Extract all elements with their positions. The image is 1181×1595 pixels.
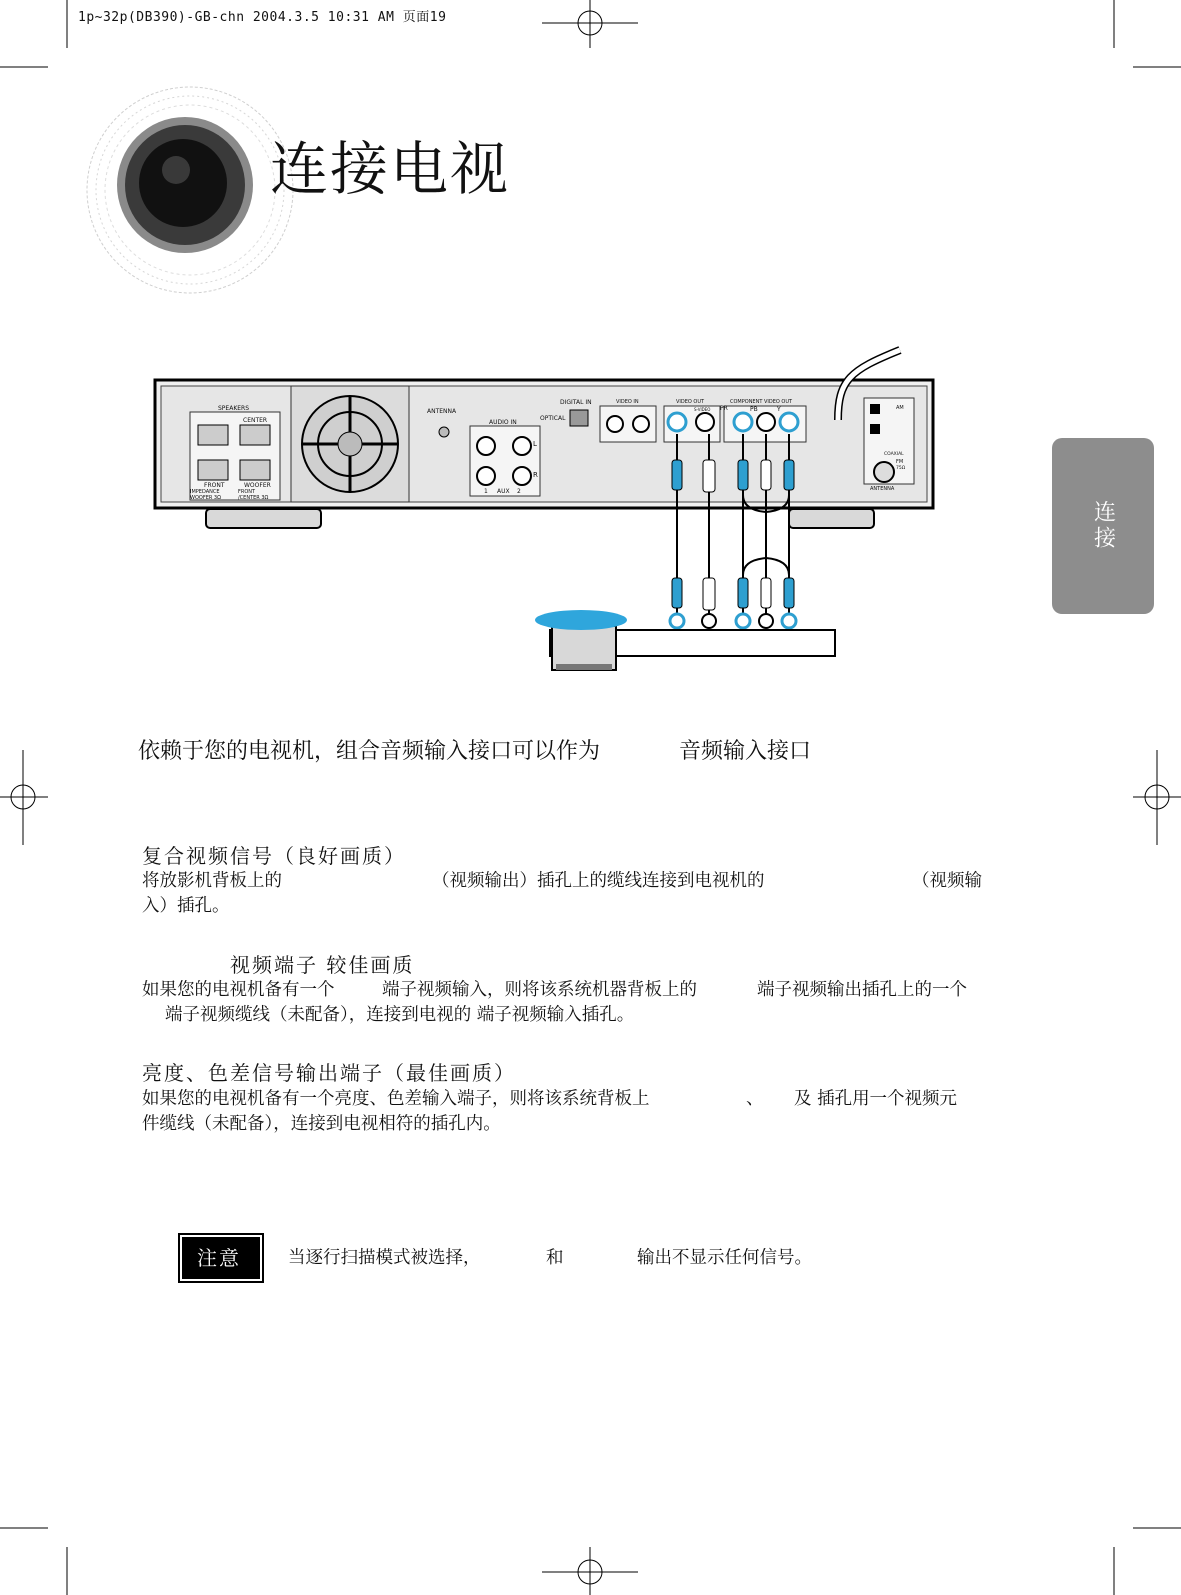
label-fm-ohm: 75Ω xyxy=(896,466,906,471)
section-svideo-line1b: 端子视频输入，则将该系统机器背板上的 xyxy=(382,980,697,1000)
section-component-line1c: 及 插孔用一个视频元 xyxy=(794,1089,958,1109)
section-composite-line1b: （视频输出）插孔上的缆线连接到电视机的 xyxy=(432,871,765,891)
label-fm: FM xyxy=(896,459,904,465)
label-component-video-out: COMPONENT VIDEO OUT xyxy=(730,399,793,405)
section-svideo-line2: 端子视频缆线（未配备），连接到电视的 端子视频输入插孔。 xyxy=(165,1005,635,1025)
registration-mark-left xyxy=(0,750,48,845)
label-digital-in: DIGITAL IN xyxy=(560,399,592,406)
label-y: Y xyxy=(777,406,781,413)
label-front-center: FRONT /CENTER 3Ω xyxy=(238,489,269,501)
registration-mark-top xyxy=(542,0,638,48)
label-front: FRONT xyxy=(204,482,225,489)
intro-text-b: 音频输入接口 xyxy=(679,739,812,764)
print-slug: 1p~32p(DB390)-GB-chn 2004.3.5 10:31 AM 页面19 xyxy=(78,10,447,25)
intro-text-a: 依赖于您的电视机，组合音频输入接口可以作为 xyxy=(138,739,601,764)
label-aux-l: L xyxy=(533,440,537,448)
section-composite-line2: 入）插孔。 xyxy=(142,896,230,916)
section-composite-line1a: 将放影机背板上的 xyxy=(142,871,282,891)
label-optical: OPTICAL xyxy=(540,415,566,422)
section-component-line1b: 、 xyxy=(746,1089,764,1109)
section-composite-line1c: （视频输 xyxy=(912,871,982,891)
label-antenna-right: ANTENNA xyxy=(870,486,895,492)
registration-mark-right xyxy=(1133,750,1181,845)
label-aux-1: 1 xyxy=(484,488,488,495)
note-text-b: 和 xyxy=(546,1248,564,1268)
side-tab-label: 连接 xyxy=(1090,500,1116,552)
label-am: AM xyxy=(896,405,904,411)
section-component-line1a: 如果您的电视机备有一个亮度、色差输入端子，则将该系统背板上 xyxy=(142,1089,650,1109)
registration-mark-bottom xyxy=(542,1547,638,1595)
label-aux: AUX xyxy=(497,488,510,495)
label-speakers: SPEAKERS xyxy=(218,405,250,412)
label-center: CENTER xyxy=(243,417,268,424)
section-heading-composite: 复合视频信号（良好画质） xyxy=(142,844,406,868)
label-antenna: ANTENNA xyxy=(427,408,457,415)
label-woofer: WOOFER xyxy=(244,482,271,489)
label-audio-in: AUDIO IN xyxy=(489,419,517,426)
label-video-out: VIDEO OUT xyxy=(676,399,705,405)
note-text-a: 当逐行扫描模式被选择， xyxy=(288,1248,481,1268)
label-video-in: VIDEO IN xyxy=(616,399,639,405)
section-svideo-line1c: 端子视频输出插孔上的一个 xyxy=(757,980,967,1000)
page-title: 连接电视 xyxy=(270,135,511,203)
label-pr: PR xyxy=(720,405,728,412)
label-impedance: IMPEDANCE WOOFER 3Ω xyxy=(190,489,221,501)
section-component-line2: 件缆线（未配备），连接到电视相符的插孔内。 xyxy=(142,1114,501,1134)
label-aux-r: R xyxy=(533,471,538,479)
note-label: 注意 xyxy=(197,1245,241,1270)
section-svideo-line1a: 如果您的电视机备有一个 xyxy=(142,980,335,1000)
note-text-c: 输出不显示任何信号。 xyxy=(637,1248,812,1268)
label-pb: PB xyxy=(750,406,758,413)
label-coaxial: COAXIAL xyxy=(884,452,904,457)
speaker-logo xyxy=(87,87,293,293)
section-heading-component: 亮度、色差信号输出端子（最佳画质） xyxy=(142,1061,516,1085)
section-heading-svideo: 视频端子 较佳画质 xyxy=(230,953,415,977)
receiver-back-panel xyxy=(155,350,933,528)
label-aux-2: 2 xyxy=(517,488,521,495)
label-svideo: S-VIDEO xyxy=(694,407,711,412)
